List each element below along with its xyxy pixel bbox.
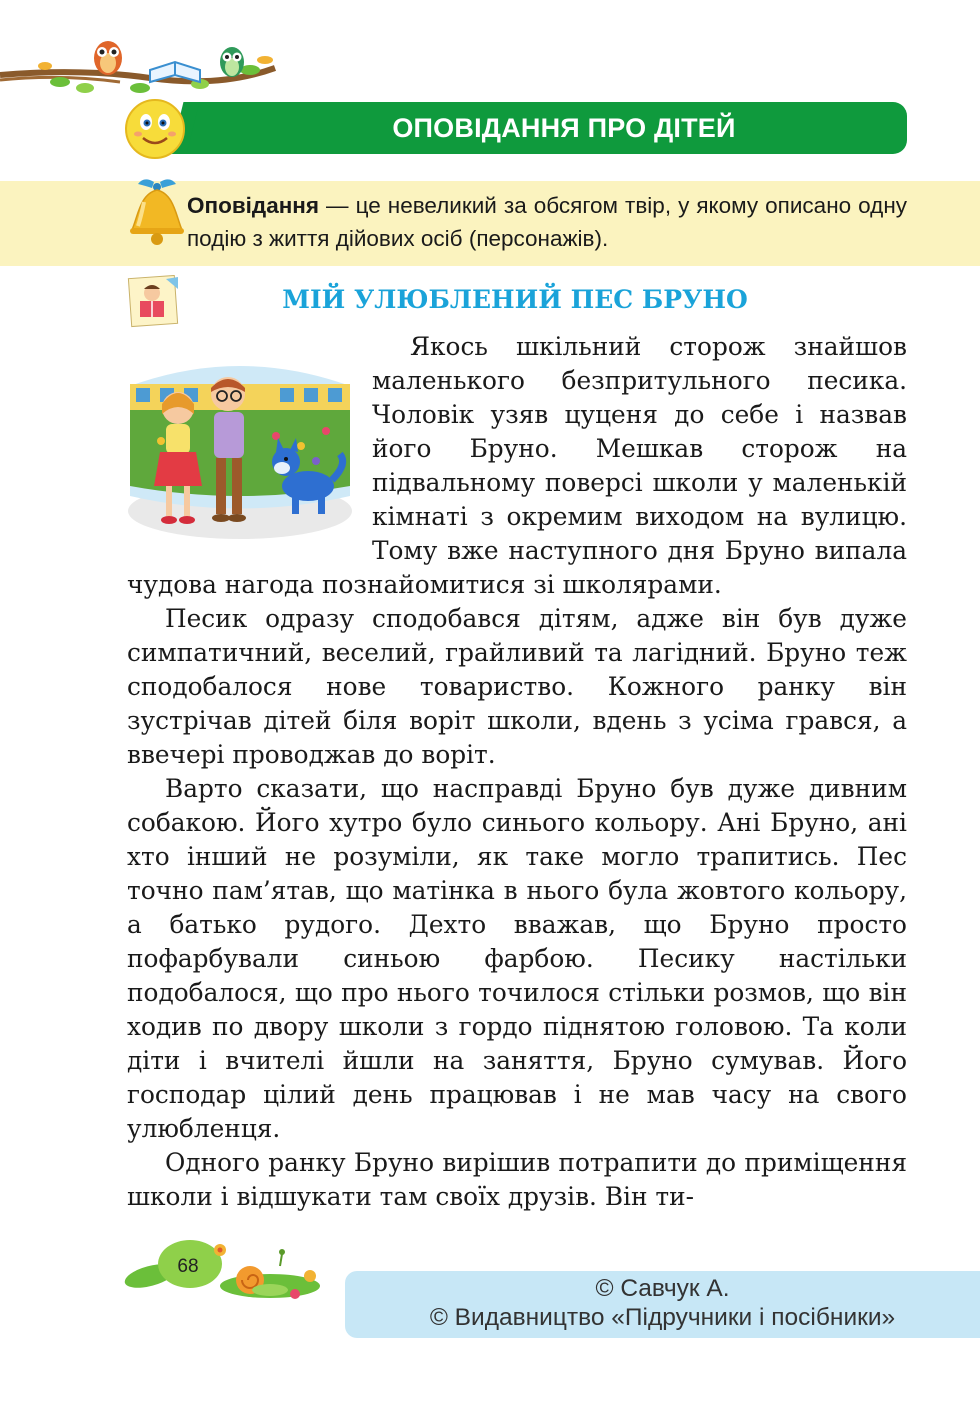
definition-term: Оповідання xyxy=(187,193,320,218)
reading-child-icon xyxy=(126,275,182,329)
snail-flowers-icon xyxy=(120,1236,335,1308)
credit-publisher: © Видавництво «Підручники і посібники» xyxy=(429,1304,896,1331)
credits-box xyxy=(345,1271,980,1338)
story-body xyxy=(127,330,907,1214)
smiley-icon xyxy=(124,98,186,160)
page-number: 68 xyxy=(177,1256,199,1277)
story-paragraph: Одного ранку Бруно вирішив потрапити до приміщення школи і відшукати там своїх друзів. Він ти- xyxy=(127,1148,907,1211)
bell-icon xyxy=(124,176,190,250)
story-title: МІЙ УЛЮБЛЕНИЙ ПЕС БРУНО xyxy=(282,285,748,314)
story-paragraph: Варто сказати, що насправді Бруно був дуже дивним собакою. Його хутро було синього кольору. Ані Бруно, ані хто інший не розуміли, як таке могло трапитись. Пес точно пам’ятав, що матінка в нього була жовтого кольору, а батько рудого. Дехто вважав, що Бруно просто пофарбували синьою фарбою. Песику настільки подобалося, що про нього точилося стільки розмов, що він ходив по двору школи з гордо піднятою головою. Та коли діти і вчителі йшли на заняття, Бруно сумував. Його господар цілий день працював і не мав часу на свого улюбленця. xyxy=(127,774,907,1143)
illustration-spacer xyxy=(127,330,372,567)
story-paragraph: Песик одразу сподобався дітям, адже він був дуже симпатичний, веселий, грайливий та лагідний. Бруно теж сподобалося нове товариство. Кожного ранку він зустрічав дітей біля воріт школи, вдень з усіма грався, а ввечері проводжав до воріт. xyxy=(127,604,907,769)
section-header-bar xyxy=(185,102,907,154)
definition-body: — це невеликий за обсягом твір, у якому описано одну подію з життя дійових осіб (персонажів). xyxy=(187,193,907,251)
section-title: ОПОВІДАННЯ ПРО ДІТЕЙ xyxy=(392,113,736,143)
definition-text xyxy=(187,189,907,255)
credit-author: © Савчук А. xyxy=(595,1275,730,1302)
story-paragraph: Якось шкільний сторож знайшов маленького безпритульного песика. Чоловік узяв цуценя до себе і назвав його Бруно. Мешкав сторож на підвальному поверсі школи у маленькій кімнаті з окремим виходом на вулицю. Тому вже наступного дня Бруно випала чудова нагода познайомитися зі школярами. xyxy=(127,332,907,599)
